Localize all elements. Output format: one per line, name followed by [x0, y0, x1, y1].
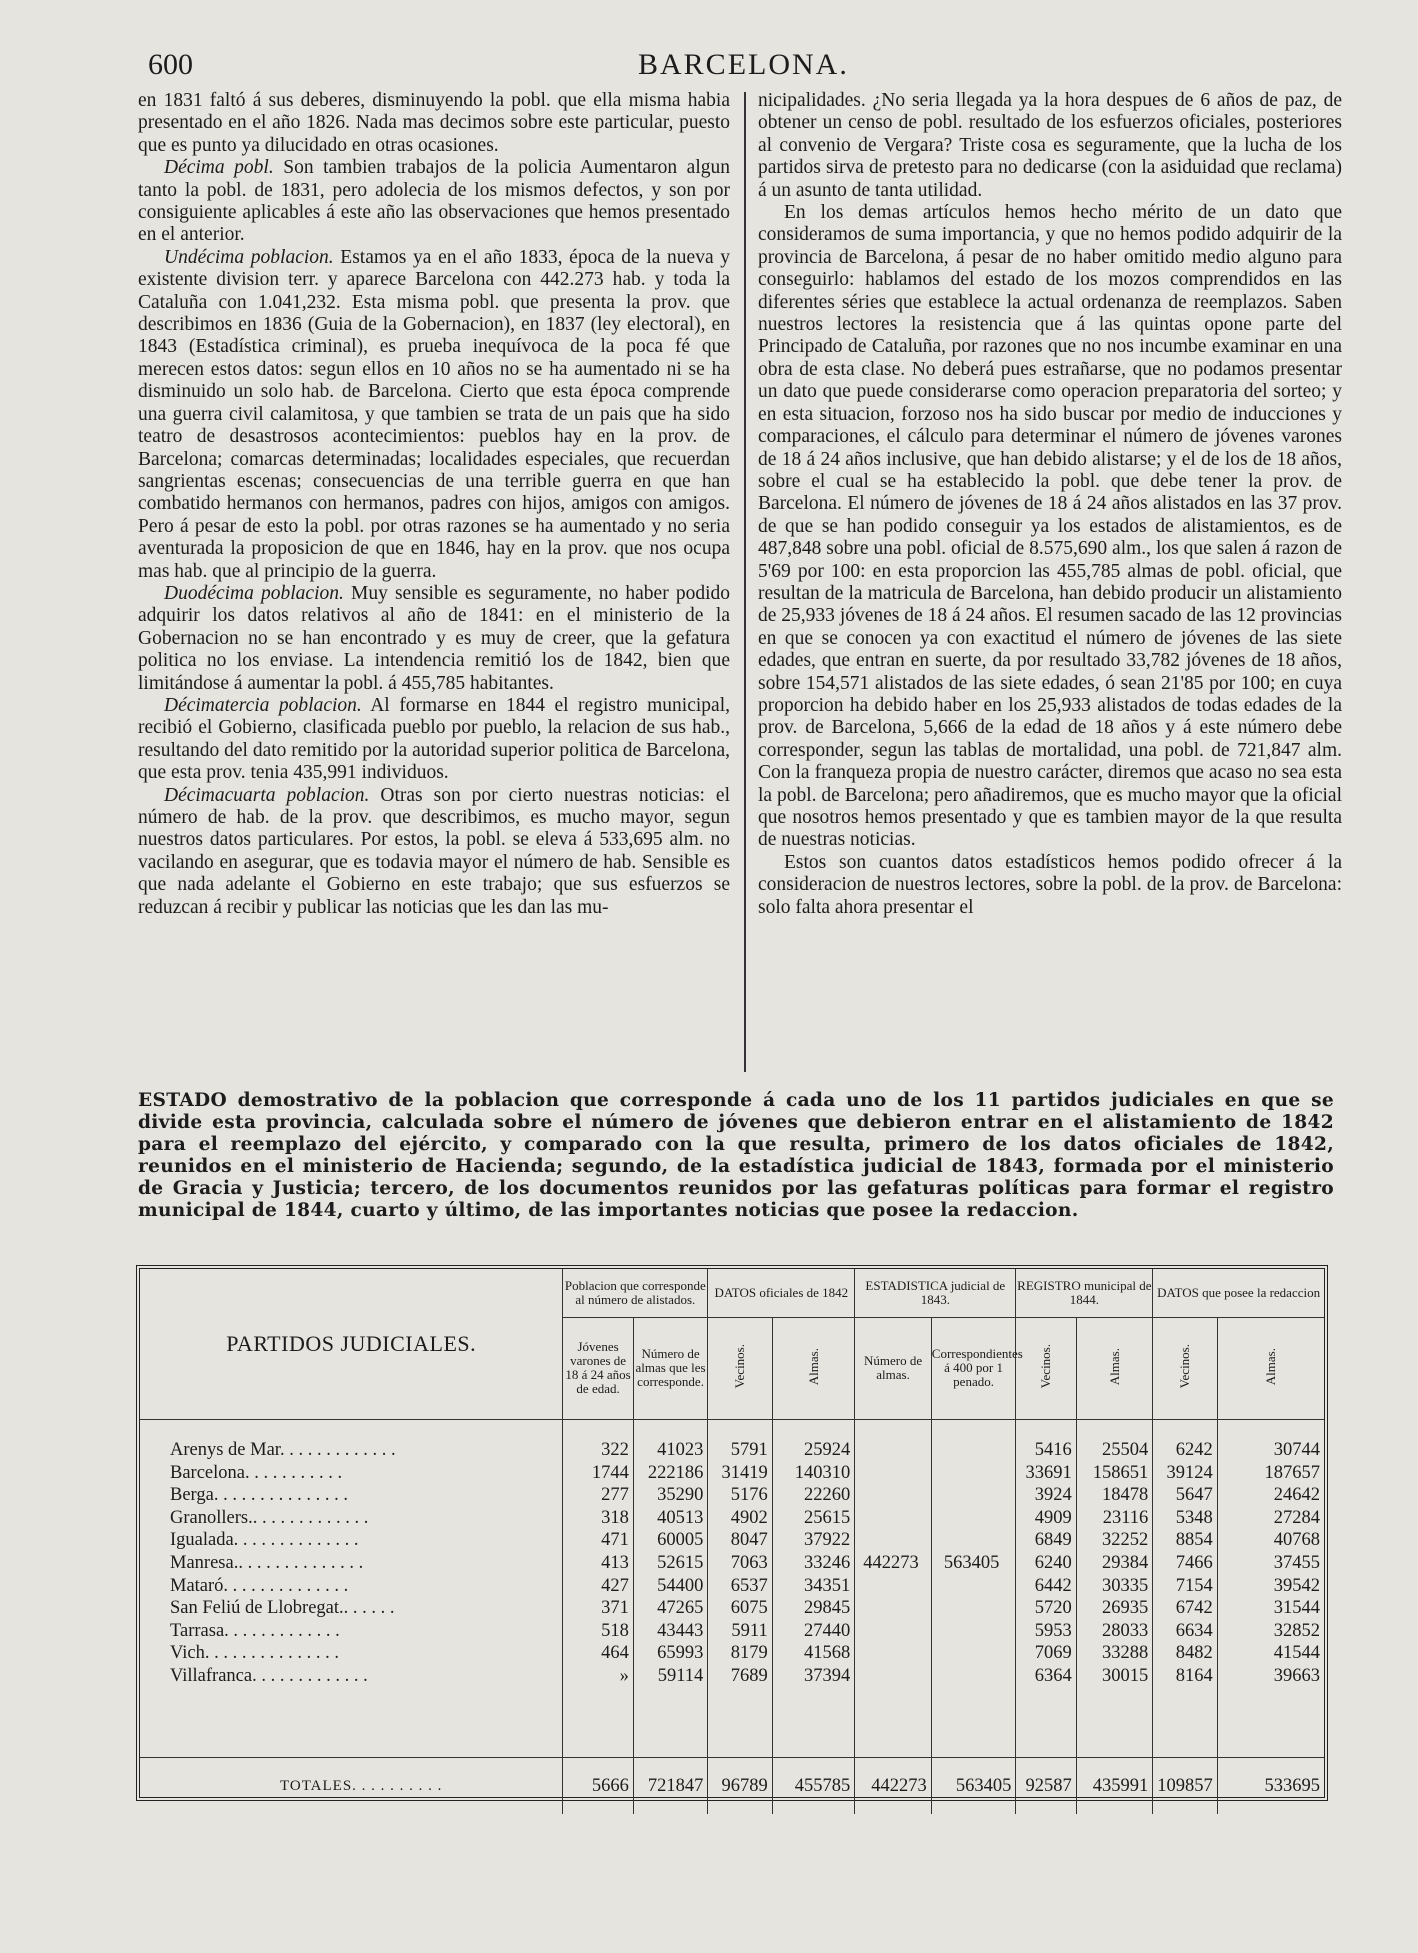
cell-alm: 60005 [633, 1529, 708, 1552]
header-vecinos-1844 [1016, 1317, 1076, 1419]
header-almas-1844 [1076, 1317, 1153, 1419]
cell-ar: 39542 [1217, 1575, 1324, 1598]
header-almas-1842 [772, 1317, 855, 1419]
table-row [140, 1462, 1324, 1485]
estadistica-correspondientes-merged: 563405 [931, 1439, 1016, 1688]
cell-jov: 371 [563, 1597, 633, 1620]
header-group-poblacion: Poblacion que corresponde al número de alistados. [563, 1269, 708, 1317]
header-almas-1844-label: Almas. [1106, 1347, 1122, 1386]
cell-v42: 4902 [708, 1507, 772, 1530]
cell-a44: 18478 [1076, 1484, 1153, 1507]
cell-alm: 222186 [633, 1462, 708, 1485]
paragraph-lead: Décimacuarta poblacion. [164, 784, 370, 806]
cell-alm: 65993 [633, 1642, 708, 1665]
cell-alm: 43443 [633, 1620, 708, 1643]
cell-a42: 22260 [772, 1484, 855, 1507]
cell-a44: 28033 [1076, 1620, 1153, 1643]
cell-v42: 8179 [708, 1642, 772, 1665]
left-paragraph [138, 90, 730, 157]
cell-vr: 6242 [1153, 1439, 1217, 1462]
left-column [138, 90, 730, 919]
cell-a42: 140310 [772, 1462, 855, 1485]
paragraph-text: En los demas artículos hemos hecho mérito de un dato que consideramos de suma importancia, y que no hemos podido adquirir de la provincia de Barcelona, á pesar de no haber omitido medio alguno para conseguirlo: hablamos del estado de los mozos comprendidos en las diferentes séries que establece la actual ordenanza de reemplazos. Saben nuestros lectores la resistencia que á las quintas opone parte del Principado de Cataluña, por razones que no nos incumbe examinar en una obra de esta clase. No deberá pues estrañarse, que no podamos presentar un dato que puede considerarse como operacion preparatoria del sorteo; y en esta situacion, forzoso nos ha sido buscar por medio de inducciones y comparaciones, el cálculo para determinar el número de jóvenes varones de 18 á 24 años inclusive, que han debido alistarse; y el de los de 18 años, sobre el cual se ha establecido la pobl. que debe tener la prov. de Barcelona. El número de jóvenes de 18 á 24 años alistados en las 37 prov. de que se han podido conseguir ya los estados de alistamientos, es de 487,848 sobre una pobl. oficial de 8.575,690 alm., los que salen á razon de 5'69 por 100: en esta proporcion las 455,785 almas de pobl. oficial, que resultan de la matricula de Barcelona, han debido producir un alistamiento de 25,933 jóvenes de 18 á 24 años. El resumen sacado de las 12 provincias en que se conocen ya con exactitud el número de jóvenes de las siete edades, que entran en suerte, da por resultado 33,782 jóvenes de 18 años, sobre 154,571 alistados de las siete edades, ó sean 21'85 por 100; en cuya proporcion ha debido haber en los 25,933 alistados de todas edades de la prov. de Barcelona, 5,666 de la edad de 18 años y á este número debe corresponder, segun las tablas de mortalidad, una pobl. de 721,847 alm. Con la franqueza propia de nuestro carácter, diremos que acaso no sea esta la pobl. de Barcelona; pero añadiremos, que es mucho mayor que la oficial que nosotros hemos presentado y que es tambien mayor de la que resulta de nuestras noticias. [758, 202, 1342, 851]
table-row [140, 1575, 1324, 1598]
partido-name: San Feliú de Llobregat.. . . . . . [170, 1598, 395, 1619]
partido-name: Vich. . . . . . . . . . . . . . . [170, 1643, 339, 1664]
cell-a44: 29384 [1076, 1552, 1153, 1575]
cell-v44: 6849 [1016, 1529, 1076, 1552]
cell-vr: 8164 [1153, 1665, 1217, 1688]
header-numero-de-almas: Número de almas. [855, 1317, 932, 1419]
cell-ar: 24642 [1217, 1484, 1324, 1507]
paragraph-text: Estamos ya en el año 1833, época de la nueva y existente division terr. y aparece Barcelona con 442.273 hab. y toda la Cataluña con 1.041,232. Esta misma pobl. que presenta la prov. que describimos en 1836 (Guia de la Gobernacion), en 1837 (ley electoral), en 1843 (Estadística criminal), es prueba inequívoca de la poca fé que merecen estos datos: segun ellos en 10 años no se ha aumentado ni se ha disminuido un solo hab. de Barcelona. Cierto que esta época comprende una guerra civil calamitosa, y que tambien se trata de un pais que ha sido teatro de desastrosos acontecimientos: pueblos hay en la prov. de Barcelona; comarcas determinadas; localidades especiales, que recuerdan sangrientas escenas; consecuencias de una terrible guerra en que han combatido hermanos con hermanos, padres con hijos, amigos con amigos. Pero á pesar de esto la pobl. por otras razones se ha aumentado y no seria aventurada la proposicion de que en 1846, hay en la prov. que nos ocupa mas hab. que al principio de la guerra. [138, 246, 730, 582]
cell-v44: 5416 [1016, 1439, 1076, 1462]
left-paragraph [138, 695, 730, 785]
cell-jov: 464 [563, 1642, 633, 1665]
totals-almas-1844: 435991 [1076, 1758, 1153, 1815]
right-column [758, 90, 1342, 919]
left-paragraph [138, 785, 730, 919]
cell-a42: 37394 [772, 1665, 855, 1688]
cell-a44: 158651 [1076, 1462, 1153, 1485]
cell-v42: 31419 [708, 1462, 772, 1485]
partido-name: Granollers.. . . . . . . . . . . . . [170, 1507, 369, 1528]
cell-a42: 29845 [772, 1597, 855, 1620]
cell-a42: 41568 [772, 1642, 855, 1665]
partido-name: Berga. . . . . . . . . . . . . . . [170, 1485, 348, 1506]
paragraph-text: Son tambien trabajos de la policia Aumentaron algun tanto la pobl. de 1831, pero adolecia de los mismos defectos, y son por consiguiente aplicables á este año las observaciones que hemos presentado en el anterior. [138, 157, 730, 246]
cell-ar: 32852 [1217, 1620, 1324, 1643]
cell-ar: 40768 [1217, 1529, 1324, 1552]
header-group-estadistica: ESTADISTICA judicial de 1843. [855, 1269, 1016, 1317]
cell-v44: 6240 [1016, 1552, 1076, 1575]
cell-a42: 34351 [772, 1575, 855, 1598]
cell-vr: 6742 [1153, 1597, 1217, 1620]
page-number: 600 [148, 48, 193, 81]
cell-v44: 6364 [1016, 1665, 1076, 1688]
cell-jov: 277 [563, 1484, 633, 1507]
totals-almas: 721847 [633, 1758, 708, 1815]
header-group-redaccion: DATOS que posee la redaccion [1153, 1269, 1324, 1317]
cell-v44: 7069 [1016, 1642, 1076, 1665]
table-row [140, 1439, 1324, 1462]
totals-estadistica-almas: 442273 [855, 1758, 932, 1815]
cell-ar: 37455 [1217, 1552, 1324, 1575]
cell-a42: 37922 [772, 1529, 855, 1552]
paragraph-text: Otras son por cierto nuestras noticias: el número de hab. de la prov. que describimos, es mucho mayor, segun nuestros datos particulares. Por estos, la pobl. se eleva á 533,695 alm. no vacilando en asegurar, que es todavia mayor el número de hab. Sensible es que nada adelante el Gobierno en este trabajo; que sus esfuerzos se reduzcan á recibir y publicar las noticias que les dan las mu- [138, 784, 731, 918]
paragraph-lead: Undécima poblacion. [164, 246, 334, 268]
estadistica-almas-merged: 442273 [855, 1439, 932, 1688]
header-partidos: PARTIDOS JUDICIALES. [140, 1269, 563, 1419]
cell-vr: 8854 [1153, 1529, 1217, 1552]
cell-v44: 6442 [1016, 1575, 1076, 1598]
cell-vr: 5647 [1153, 1484, 1217, 1507]
cell-v42: 6537 [708, 1575, 772, 1598]
totals-vecinos-1844: 92587 [1016, 1758, 1076, 1815]
cell-a44: 32252 [1076, 1529, 1153, 1552]
right-paragraph [758, 90, 1342, 202]
cell-a44: 30335 [1076, 1575, 1153, 1598]
cell-v42: 6075 [708, 1597, 772, 1620]
cell-a44: 30015 [1076, 1665, 1153, 1688]
header-numero-almas: Número de almas que les corresponde. [633, 1317, 708, 1419]
header-almas-redaccion-label: Almas. [1262, 1347, 1278, 1386]
cell-jov: 322 [563, 1439, 633, 1462]
cell-v44: 5953 [1016, 1620, 1076, 1643]
totals-label: TOTALES. . . . . . . . . . [140, 1758, 563, 1815]
header-almas-redaccion [1217, 1317, 1324, 1419]
header-almas-1842-label: Almas. [805, 1347, 821, 1386]
table-row [140, 1665, 1324, 1688]
cell-vr: 5348 [1153, 1507, 1217, 1530]
cell-a44: 26935 [1076, 1597, 1153, 1620]
cell-v44: 3924 [1016, 1484, 1076, 1507]
paragraph-lead: Duodécima poblacion. [164, 582, 344, 604]
header-vecinos-1842 [708, 1317, 772, 1419]
cell-jov: 413 [563, 1552, 633, 1575]
cell-jov: 318 [563, 1507, 633, 1530]
table-row [140, 1642, 1324, 1665]
header-vecinos-redaccion-label: Vecinos. [1177, 1344, 1192, 1389]
paragraph-text: en 1831 faltó á sus deberes, disminuyendo la pobl. que ella misma habia presentado en el año 1826. Nada mas decimos sobre este particular, puesto que es punto ya dilucidado en otras ocasiones. [138, 90, 730, 156]
cell-alm: 52615 [633, 1552, 708, 1575]
partido-name: Tarrasa. . . . . . . . . . . . . [170, 1620, 340, 1641]
cell-alm: 35290 [633, 1484, 708, 1507]
totals-jovenes: 5666 [563, 1758, 633, 1815]
partido-name: Barcelona. . . . . . . . . . . [170, 1462, 343, 1483]
cell-v44: 4909 [1016, 1507, 1076, 1530]
table-row [140, 1620, 1324, 1643]
header-jovenes: Jóvenes varones de 18 á 24 años de edad. [563, 1317, 633, 1419]
cell-vr: 6634 [1153, 1620, 1217, 1643]
cell-alm: 41023 [633, 1439, 708, 1462]
cell-v42: 5911 [708, 1620, 772, 1643]
cell-vr: 7154 [1153, 1575, 1217, 1598]
partido-name: Arenys de Mar. . . . . . . . . . . . . [170, 1440, 396, 1460]
cell-v42: 8047 [708, 1529, 772, 1552]
paragraph-text: Muy sensible es seguramente, no haber podido adquirir los datos relativos al año de 1841: en el ministerio de la Gobernacion no se han encontrado y es muy de creer, que la gefatura politica no los enviase. La intendencia remitió los de 1842, bien que limitándose á aumentar la pobl. á 455,785 habitantes. [138, 582, 730, 694]
paragraph-text: Al formarse en 1844 el registro municipal, recibió el Gobierno, clasificada pueblo por pueblo, la relacion de sus hab., resultando del dato remitido por la autoridad superior politica de Barcelona, que esta prov. tenia 435,991 individuos. [138, 694, 730, 784]
header-group-datos-1842: DATOS oficiales de 1842 [708, 1269, 855, 1317]
right-paragraph [758, 852, 1342, 919]
totals-row [140, 1758, 1324, 1815]
table-title: ESTADO demostrativo de la poblacion que corresponde á cada uno de los 11 partidos judiciales en que se divide esta provincia, calculada sobre el número de jóvenes que debieron entrar en el alistamiento de 1842 para el reemplazo del ejército, y comparado con la que resulta, primero de los datos oficiales de 1842, reunidos en el ministerio de Hacienda; segundo, de la estadística judicial de 1843, formada por el ministerio de Gracia y Justicia; tercero, de los documentos reunidos por las gefaturas políticas para formar el registro municipal de 1844, cuarto y último, de las importantes noticias que posee la redaccion. [138, 1090, 1334, 1221]
totals-almas-1842: 455785 [772, 1758, 855, 1815]
table-row [140, 1484, 1324, 1507]
partido-name: Igualada. . . . . . . . . . . . . . [170, 1530, 359, 1551]
paragraph-lead: Décima pobl. [164, 157, 274, 179]
header-vecinos-1842-label: Vecinos. [732, 1344, 748, 1389]
partido-name: Villafranca. . . . . . . . . . . . . [170, 1665, 368, 1686]
cell-alm: 59114 [633, 1665, 708, 1688]
cell-ar: 30744 [1217, 1439, 1324, 1462]
totals-vecinos-redaccion: 109857 [1153, 1758, 1217, 1815]
cell-jov: » [563, 1665, 633, 1688]
cell-a42: 25924 [772, 1439, 855, 1462]
totals-almas-redaccion: 533695 [1217, 1758, 1324, 1815]
cell-vr: 39124 [1153, 1462, 1217, 1485]
left-paragraph [138, 247, 730, 583]
cell-ar: 41544 [1217, 1642, 1324, 1665]
totals-vecinos-1842: 96789 [708, 1758, 772, 1815]
cell-v42: 5791 [708, 1439, 772, 1462]
page-header [148, 48, 1338, 88]
partido-name: Manresa.. . . . . . . . . . . . . . [170, 1552, 364, 1573]
cell-alm: 54400 [633, 1575, 708, 1598]
cell-v44: 5720 [1016, 1597, 1076, 1620]
cell-a42: 27440 [772, 1620, 855, 1643]
cell-jov: 427 [563, 1575, 633, 1598]
cell-ar: 27284 [1217, 1507, 1324, 1530]
cell-ar: 187657 [1217, 1462, 1324, 1485]
cell-v42: 5176 [708, 1484, 772, 1507]
running-head: BARCELONA. [638, 48, 849, 81]
cell-a42: 33246 [772, 1552, 855, 1575]
table-row [140, 1529, 1324, 1552]
table-row [140, 1597, 1324, 1620]
cell-a44: 25504 [1076, 1439, 1153, 1462]
paragraph-lead: Décimatercia poblacion. [164, 694, 362, 716]
header-correspondientes: Correspondientes á 400 por 1 penado. [931, 1317, 1016, 1419]
left-paragraph [138, 157, 730, 247]
cell-jov: 1744 [563, 1462, 633, 1485]
cell-a44: 33288 [1076, 1642, 1153, 1665]
header-vecinos-redaccion [1153, 1317, 1217, 1419]
paragraph-text: Estos son cuantos datos estadísticos hemos podido ofrecer á la consideracion de nuestros lectores, sobre la pobl. de la prov. de Barcelona: solo falta ahora presentar el [758, 851, 1342, 918]
cell-jov: 471 [563, 1529, 633, 1552]
table-row [140, 1552, 1324, 1575]
statistics-table [136, 1265, 1328, 1801]
paragraph-text: nicipalidades. ¿No seria llegada ya la hora despues de 6 años de paz, de obtener un censo de pobl. resultado de los esfuerzos oficiales, posteriores al convenio de Vergara? Triste cosa es seguramente, que la lucha de los partidos sirva de pretesto para no dedicarse (con la asiduidad que reclama) á un asunto de tanta utilidad. [758, 90, 1342, 201]
cell-jov: 518 [563, 1620, 633, 1643]
cell-ar: 39663 [1217, 1665, 1324, 1688]
cell-vr: 8482 [1153, 1642, 1217, 1665]
cell-ar: 31544 [1217, 1597, 1324, 1620]
partido-name: Mataró. . . . . . . . . . . . . . [170, 1575, 349, 1596]
table-row [140, 1507, 1324, 1530]
cell-a42: 25615 [772, 1507, 855, 1530]
cell-v44: 33691 [1016, 1462, 1076, 1485]
header-group-registro: REGISTRO municipal de 1844. [1016, 1269, 1153, 1317]
left-paragraph [138, 583, 730, 695]
cell-v42: 7063 [708, 1552, 772, 1575]
header-vecinos-1844-label: Vecinos. [1038, 1344, 1054, 1389]
cell-vr: 7466 [1153, 1552, 1217, 1575]
right-paragraph [758, 202, 1342, 852]
column-rule [744, 92, 746, 1072]
cell-v42: 7689 [708, 1665, 772, 1688]
cell-alm: 40513 [633, 1507, 708, 1530]
cell-a44: 23116 [1076, 1507, 1153, 1530]
cell-alm: 47265 [633, 1597, 708, 1620]
totals-estadistica-correspondientes: 563405 [931, 1758, 1016, 1815]
